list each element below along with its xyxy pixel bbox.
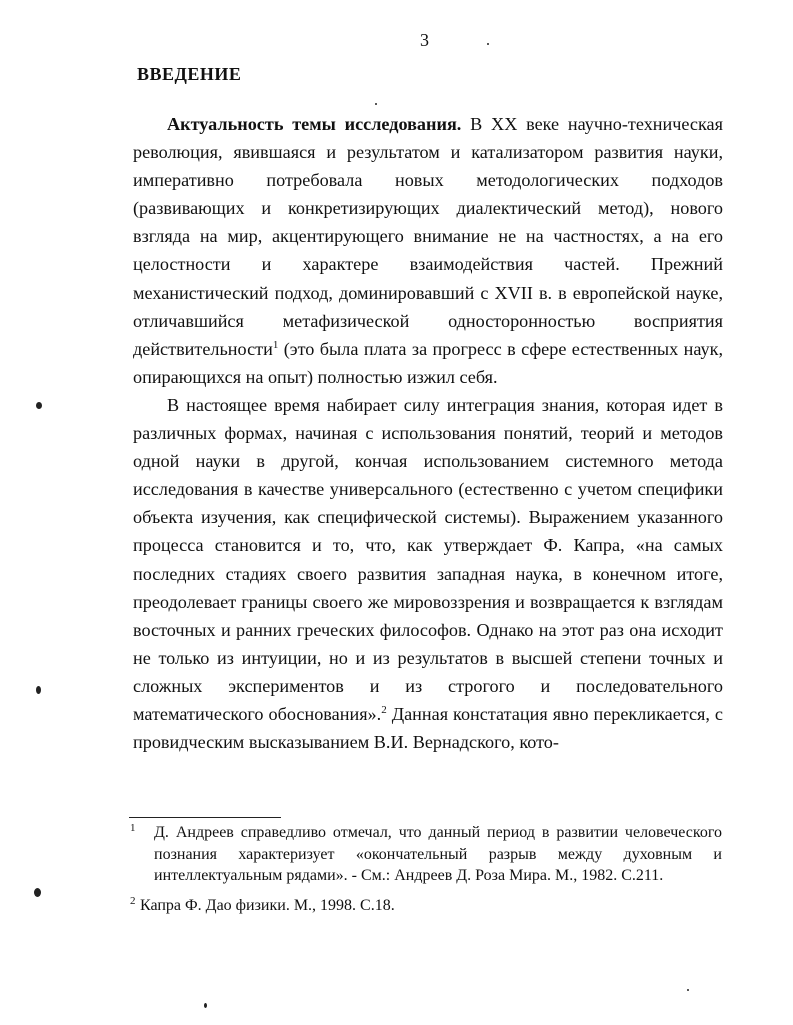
footnote-2 [130, 895, 722, 917]
scan-speck [487, 43, 489, 45]
footnote-reference: 1 [272, 338, 279, 351]
paragraph-integration [133, 391, 723, 756]
body-text [133, 110, 723, 756]
footnote-reference: 2 [381, 703, 387, 716]
footnotes [130, 822, 722, 916]
footnote-marker: 2 [130, 894, 136, 907]
footnote-1 [130, 822, 722, 887]
scan-speck [34, 888, 41, 897]
scan-speck [375, 103, 377, 105]
scan-speck [36, 402, 42, 409]
paragraph-text: Данная констатация явно перекликается, с провидческим высказыванием В.И. Вернадского, кото- [133, 703, 723, 753]
paragraph-relevance [133, 110, 723, 391]
footnote-marker: 1 [130, 822, 136, 834]
paragraph-text: (это была плата за прогресс в сфере естественных наук, опирающихся на опыт) полностью изжил себя. [133, 338, 723, 387]
scan-speck [36, 686, 41, 694]
footnote-text: Капра Ф. Дао физики. М., 1998. С.18. [140, 896, 395, 914]
scan-speck [204, 1003, 207, 1008]
paragraph-lead: Актуальность темы исследования. [167, 114, 462, 134]
paragraph-text: В настоящее время набирает силу интеграция знания, которая идет в различных формах, начиная с использования понятий, теорий и методов одной науки в другой, кончая использованием системного метода исследования в качестве универсального (естественно с учетом специфики объекта изучения, как специфической системы). Выражением указанного процесса становится и то, что, как утверждает Ф. Капра, «на самых последних стадиях своего развития западная наука, в конечном итоге, преодолевает границы своего же мировоззрения и возвращается к взглядам восточных и ранних греческих философов. Однако на этот раз она исходит не только из интуиции, но и из результатов в высшей степени точных и сложных экспериментов и из строгого и последовательного математического обоснования». [133, 394, 723, 724]
section-heading: ВВЕДЕНИЕ [137, 64, 242, 84]
scan-speck [687, 989, 689, 991]
paragraph-text: В XX веке научно-техническая революция, явившаяся и результатом и катализатором развития науки, императивно потребовала новых методологических подходов (развивающих и конкретизирующих диалектический метод), нового взгляда на мир, акцентирующего внимание не на частностях, а на его целостности и характере взаимодействия частей. Прежний механистический подход, доминировавший с XVII в. в европейской науке, отличавшийся метафизической односторонностью восприятия действительности [133, 114, 723, 359]
page-number: 3 [420, 30, 429, 50]
footnote-text: Д. Андреев справедливо отмечал, что данный период в развитии человеческого познания характеризует «окончательный разрыв между духовным и интеллектуальным рядами». - См.: Андреев Д. Роза Мира. М., 1982. С.211. [154, 824, 722, 884]
footnote-divider [129, 817, 281, 818]
